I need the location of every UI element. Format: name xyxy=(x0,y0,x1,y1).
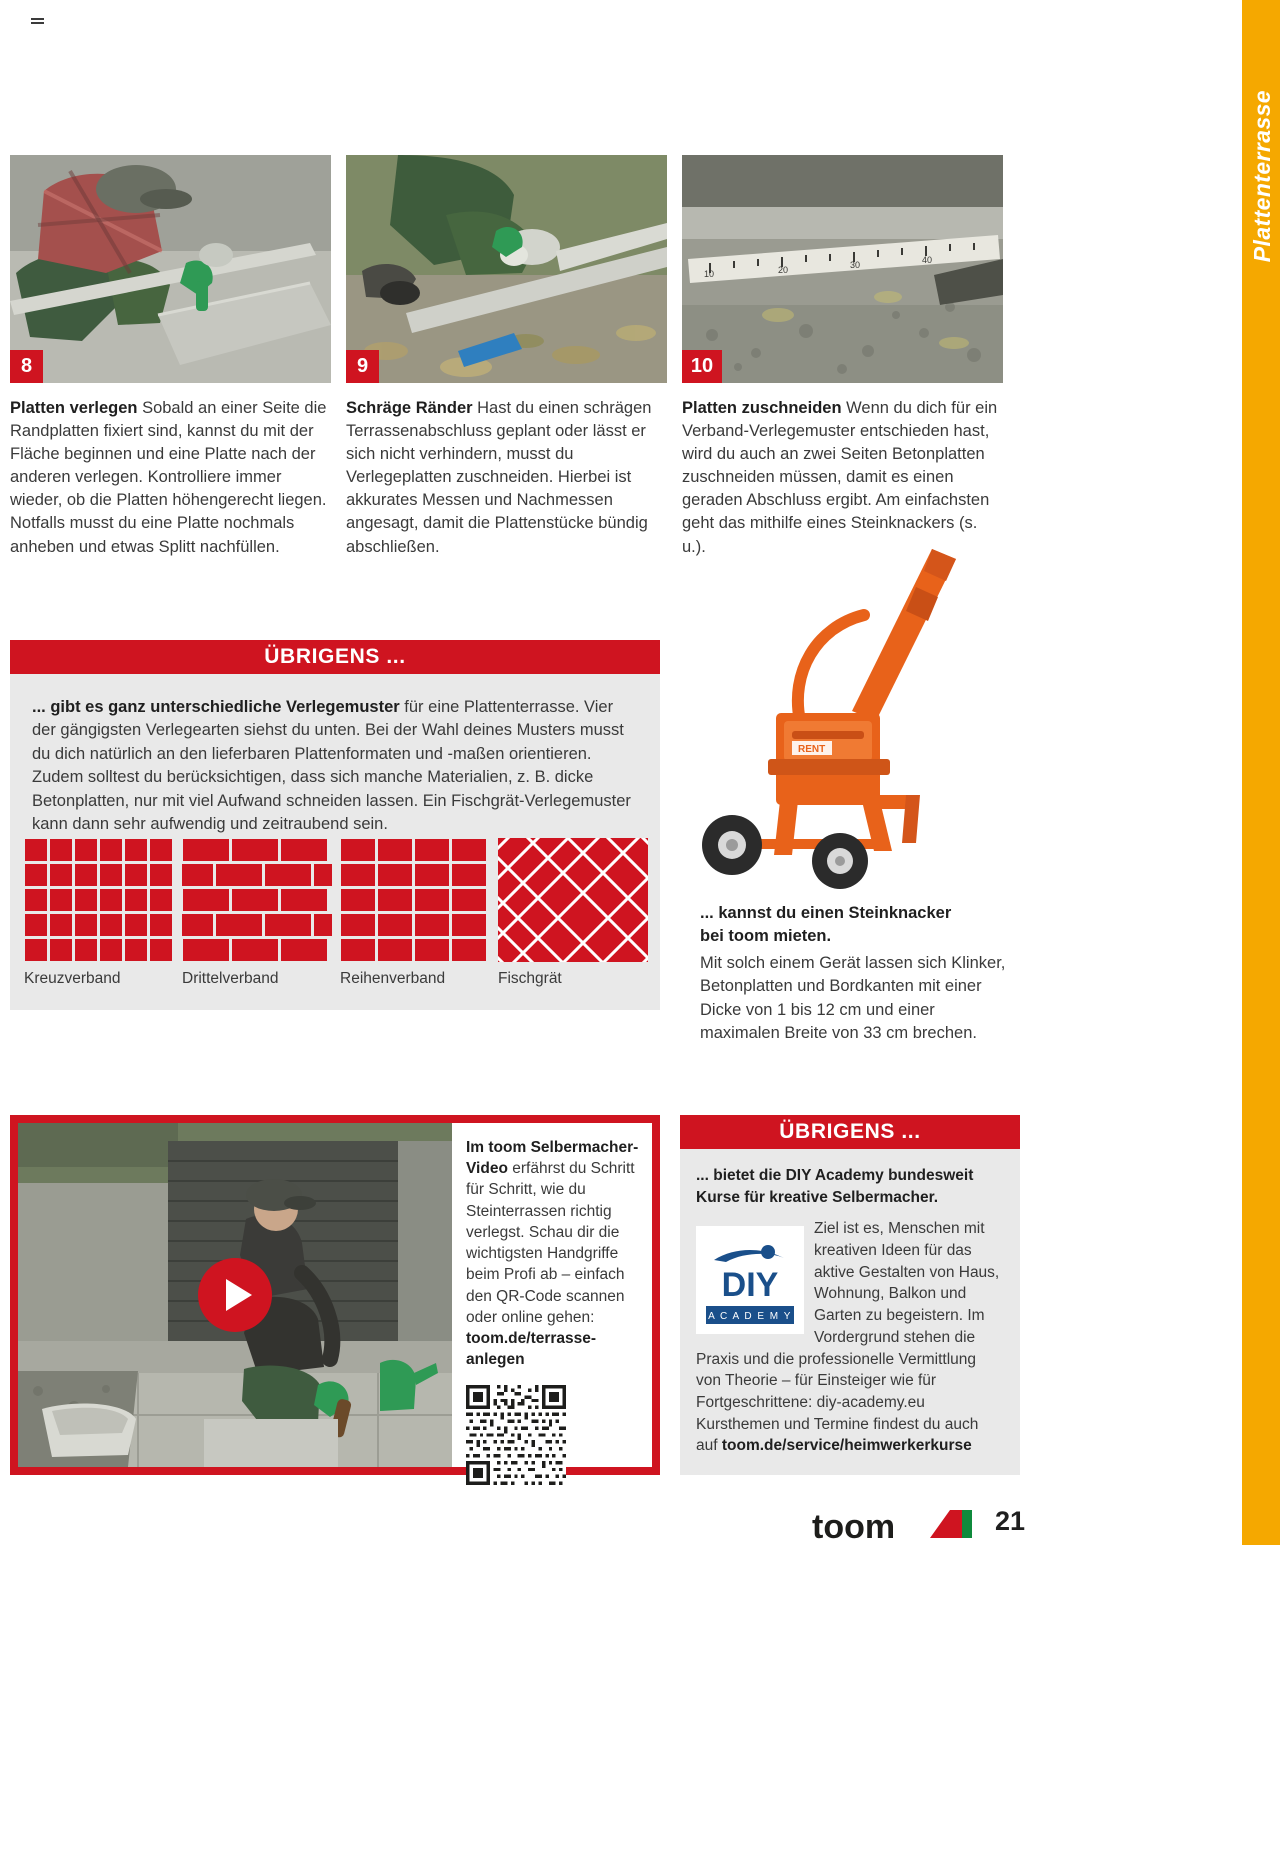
step-photo-8 xyxy=(10,155,331,383)
diy-academy-box xyxy=(680,1115,1020,1475)
ubrigens-patterns-lead: ... gibt es ganz unterschiedliche Verlegemuster xyxy=(32,698,400,716)
pattern-item-kreuzverband xyxy=(24,838,174,998)
video-promo-panel[interactable] xyxy=(10,1115,660,1475)
steinknacker-lead-line1: ... kannst du einen Steinknacker xyxy=(700,904,952,922)
svg-text:10: 10 xyxy=(704,269,715,279)
step-badge-10: 10 xyxy=(682,350,722,383)
diy-academy-lead: ... bietet die DIY Academy bundesweit Kurse für kreative Selbermacher. xyxy=(696,1167,974,1206)
diy-academy-link-1[interactable]: diy-academy.eu xyxy=(816,1393,925,1411)
diy-academy-text-2: die Praxis und die professionelle Vermittlung von Theorie – für Einsteiger wie für Fortgeschrittene: xyxy=(696,1328,977,1411)
video-text-block xyxy=(452,1123,652,1467)
steinknacker-product-image xyxy=(680,545,1025,895)
diy-logo-title: DIY xyxy=(721,1266,779,1305)
pattern-label-kreuzverband: Kreuzverband xyxy=(24,970,121,987)
video-link[interactable]: toom.de/terrasse-anlegen xyxy=(466,1330,597,1369)
stone-splitter-icon xyxy=(680,545,1025,895)
ubrigens-patterns-body xyxy=(10,674,660,837)
pattern-swatch-reihenverband xyxy=(340,838,490,962)
step-text-10 xyxy=(682,397,1003,559)
step-body-10: Wenn du dich für ein Verband-Verlegemuster entschieden hast, wird du auch an zwei Seiten Betonplatten zuschneiden müssen, damit es einen geraden Abschluss ergibt. Am einfachsten geht das mithilfe eines Steinknackers (s. u.). xyxy=(682,399,998,556)
video-thumbnail[interactable] xyxy=(18,1123,452,1467)
pattern-swatch-row xyxy=(24,838,649,998)
pattern-item-drittelverband xyxy=(182,838,332,998)
steinknacker-lead xyxy=(700,902,1010,949)
toom-logo-icon xyxy=(812,1508,972,1546)
steinknacker-body: Mit solch einem Gerät lassen sich Klinker, Betonplatten und Bordkanten mit einer Dicke von 1 bis 12 cm und einer maximalen Breite von 33 cm brechen. xyxy=(700,953,1006,1043)
step-text-9 xyxy=(346,397,667,559)
diy-academy-link-2[interactable]: toom.de/service/heimwerkerkurse xyxy=(721,1437,972,1455)
herringbone-pattern-icon xyxy=(498,838,648,962)
video-body: erfährst du Schritt für Schritt, wie du Steinterrassen richtig verlegst. Schau dir die wichtigsten Handgriffe beim Profi ab – einfach den QR-Code scannen oder online gehen: xyxy=(466,1160,635,1326)
pattern-swatch-fischgraet xyxy=(498,838,648,962)
video-promo-inner xyxy=(18,1123,652,1467)
row-bond-pattern-icon xyxy=(340,838,490,962)
svg-text:40: 40 xyxy=(922,255,933,265)
step-body-9: Hast du einen schrägen Terrassenabschluss geplant oder lässt er sich nicht verhindern, musst du Verlegeplatten zuschneiden. Hierbei ist akkurates Messen und Nachmessen angesagt, damit die Plattenstücke bündig abschließen. xyxy=(346,399,652,556)
toom-logo xyxy=(812,1508,972,1546)
photo-illustration-measuring-tape xyxy=(682,155,1003,383)
photo-illustration-angled-edge xyxy=(346,155,667,383)
grid-pattern-icon xyxy=(24,838,174,962)
diy-academy-header: ÜBRIGENS ... xyxy=(680,1115,1020,1149)
step-body-8: Sobald an einer Seite die Randplatten fixiert sind, kannst du mit der Fläche beginnen und eine Platte nach der anderen verlegen. Kontrolliere immer wieder, ob die Platten höhengerecht liegen. Notfalls musst du eine Platte nochmals anheben und etwas Splitt nachfüllen. xyxy=(10,399,327,556)
step-badge-9: 9 xyxy=(346,350,379,383)
diy-academy-text-1: Ziel ist es, Menschen mit kreativen Ideen für das aktive Gestalten von Haus, Wohnung, Balkon und Garten zu begeistern. Im Vordergrund stehen xyxy=(814,1220,1000,1346)
pattern-swatch-drittelverband xyxy=(182,838,332,962)
ubrigens-patterns-text: für eine Plattenterrasse. Vier der gängigsten Verlegearten siehst du unten. Bei der Wahl deines Musters musst du dich natürlich an den lieferbaren Plattenformaten und -maßen orientieren. Zudem solltest du berücksichtigen, dass sich manche Materialien, z. B. dicke Betonplatten, nur mit viel Aufwand schneiden lassen. Ein Fischgrät-Verlegemuster kann dann sehr aufwendig und zeitraubend sein. xyxy=(32,698,631,834)
photo-illustration-laying-slab xyxy=(10,155,331,383)
ubrigens-patterns-header: ÜBRIGENS ... xyxy=(10,640,660,674)
section-tab xyxy=(1242,0,1280,1545)
page-number: 21 xyxy=(995,1506,1026,1536)
step-title-8: Platten verlegen xyxy=(10,399,138,417)
steps-row xyxy=(10,155,1017,556)
qr-code[interactable] xyxy=(466,1385,566,1485)
pattern-label-drittelverband: Drittelverband xyxy=(182,970,279,987)
pattern-item-fischgraet xyxy=(498,838,648,998)
step-title-9: Schräge Ränder xyxy=(346,399,473,417)
svg-text:20: 20 xyxy=(778,265,789,275)
section-tab-label-wrap xyxy=(1243,0,1280,1545)
pattern-item-reihenverband xyxy=(340,838,490,998)
pattern-label-reihenverband: Reihenverband xyxy=(340,970,446,987)
play-icon[interactable] xyxy=(198,1258,272,1332)
step-photo-10 xyxy=(682,155,1003,383)
ubrigens-patterns-box xyxy=(10,640,660,1010)
section-tab-label: Plattenterrasse xyxy=(1248,90,1275,263)
crop-mark xyxy=(31,18,44,25)
steinknacker-lead-line2: bei toom mieten. xyxy=(700,927,832,946)
video-lead-line2: Video xyxy=(466,1160,508,1178)
steinknacker-text xyxy=(700,902,1010,1046)
diy-academy-logo-icon xyxy=(696,1226,804,1334)
diy-academy-body xyxy=(680,1149,1020,1457)
third-bond-pattern-icon xyxy=(182,838,332,962)
step-card-8 xyxy=(10,155,331,559)
step-text-8 xyxy=(10,397,331,559)
step-card-10 xyxy=(682,155,1003,559)
pattern-swatch-kreuzverband xyxy=(24,838,174,962)
step-card-9 xyxy=(346,155,667,559)
step-badge-8: 8 xyxy=(10,350,43,383)
pattern-label-fischgraet: Fischgrät xyxy=(498,970,562,987)
diy-logo-subtitle: A C A D E M Y xyxy=(708,1311,792,1323)
toom-logo-text: toom xyxy=(812,1508,896,1546)
diy-academy-logo xyxy=(696,1226,804,1334)
step-title-10: Platten zuschneiden xyxy=(682,399,842,417)
video-copy xyxy=(466,1137,640,1371)
diy-academy-text-3: Kursthemen und Termine findest du auch auf xyxy=(696,1415,979,1455)
video-lead-line1: Im toom Selbermacher- xyxy=(466,1139,639,1156)
svg-text:30: 30 xyxy=(850,260,861,270)
qr-code-icon xyxy=(466,1385,566,1485)
tool-rent-label: RENT xyxy=(798,744,826,755)
step-photo-9 xyxy=(346,155,667,383)
